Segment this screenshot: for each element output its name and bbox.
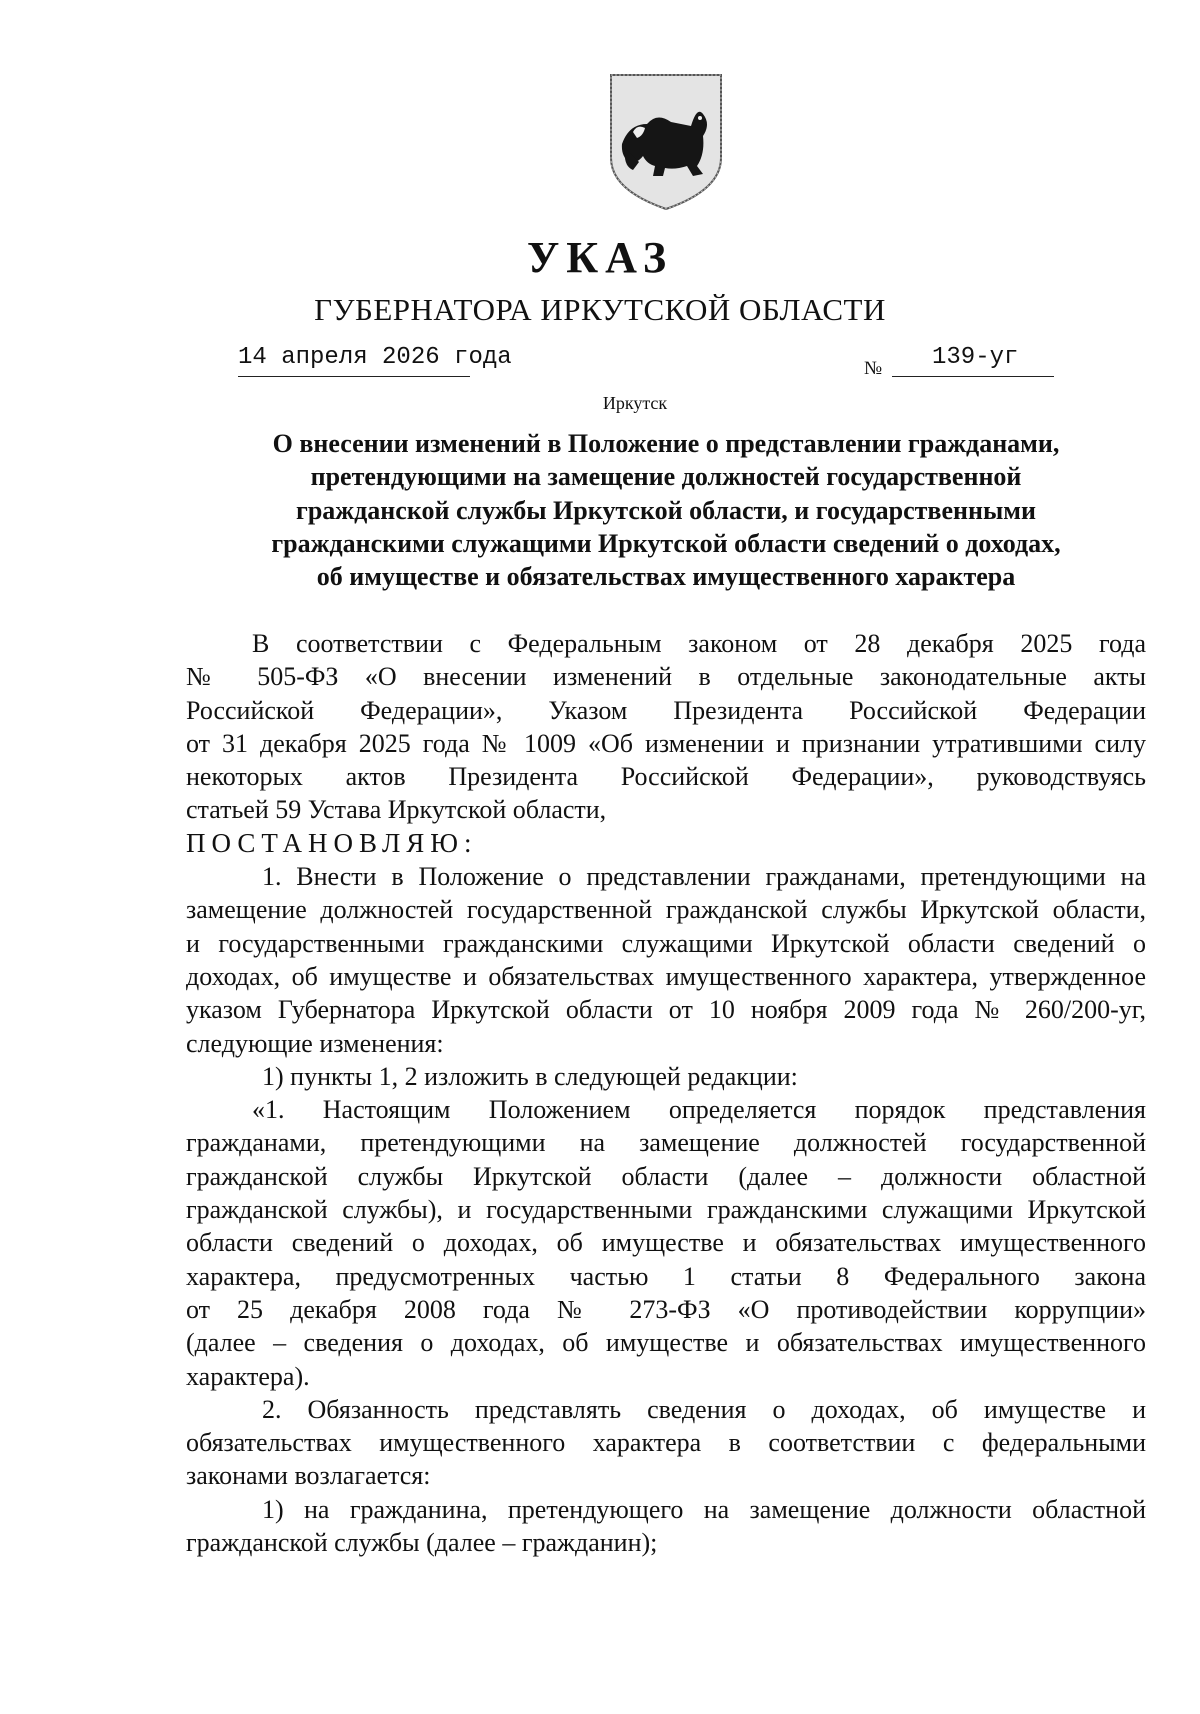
date-field (238, 344, 512, 377)
body-line: 1) на гражданина, претендующего на замещение должности областной (262, 1494, 1146, 1524)
decree-body (186, 627, 1146, 1559)
subject-line: претендующими на замещение должностей государственной (310, 462, 1022, 492)
subject-line: гражданскими служащими Иркутской области сведений о доходах, (271, 528, 1061, 558)
body-line: характера). (186, 1361, 310, 1391)
body-line: законами возлагается: (186, 1461, 431, 1491)
body-line: 1. Внести в Положение о представлении гражданами, претендующими на (262, 862, 1146, 892)
body-line: области сведений о доходах, об имуществе и обязательствах имущественного (186, 1228, 1146, 1258)
body-line: обязательствах имущественного характера в соответствии с федеральными (186, 1428, 1146, 1458)
ordain-heading: ПОСТАНОВЛЯЮ: (186, 827, 478, 858)
document-type: УКАЗ (526, 233, 674, 282)
decree-subject (186, 427, 1146, 593)
number-sign: № (864, 358, 883, 379)
body-line: 2. Обязанность представлять сведения о доходах, об имуществе и (262, 1394, 1146, 1424)
subject-line: об имуществе и обязательствах имущественного характера (316, 562, 1016, 592)
body-line: гражданской службы Иркутской области (далее – должности областной (186, 1161, 1146, 1191)
coat-of-arms-emblem (607, 72, 725, 212)
body-line: указом Губернатора Иркутской области от 10 ноября 2009 года № 260/200-уг, (186, 995, 1146, 1025)
body-line: В соответствии с Федеральным законом от 28 декабря 2025 года (252, 629, 1146, 658)
body-line: замещение должностей государственной гражданской службы Иркутской области, (186, 895, 1146, 925)
body-line: от 25 декабря 2008 года № 273-ФЗ «О противодействии коррупции» (186, 1294, 1146, 1324)
body-line: следующие изменения: (186, 1028, 444, 1058)
issuer: ГУБЕРНАТОРА ИРКУТСКОЙ ОБЛАСТИ (314, 292, 886, 327)
body-line: (далее – сведения о доходах, об имуществе и обязательствах имущественного (186, 1328, 1146, 1358)
body-line: некоторых актов Президента Российской Федерации», руководствуясь (186, 762, 1146, 792)
body-line: гражданской службы (далее – гражданин); (186, 1528, 658, 1558)
body-line: от 31 декабря 2025 года № 1009 «Об изменении и признании утратившими силу (186, 728, 1146, 758)
body-line: № 505-ФЗ «О внесении изменений в отдельные законодательные акты (186, 662, 1146, 692)
body-line: статьей 59 Устава Иркутской области, (186, 795, 607, 825)
body-line: гражданами, претендующими на замещение должностей государственной (186, 1128, 1146, 1158)
decree-date: 14 апреля 2026 года (238, 344, 512, 371)
body-line: Российской Федерации», Указом Президента Российской Федерации (186, 695, 1146, 725)
body-line: доходах, об имуществе и обязательствах имущественного характера, утвержденное (186, 961, 1146, 991)
subject-line: О внесении изменений в Положение о представлении гражданами, (272, 429, 1060, 458)
body-line: «1. Настоящим Положением определяется порядок представления (252, 1095, 1146, 1125)
body-line: и государственными гражданскими служащими Иркутской области сведений о (186, 928, 1146, 958)
babr-icon (607, 72, 725, 212)
body-line: 1) пункты 1, 2 изложить в следующей редакции: (262, 1061, 798, 1091)
subject-line: гражданской службы Иркутской области, и государственными (296, 495, 1036, 525)
body-line: гражданской службы), и государственными гражданскими служащими Иркутской (186, 1195, 1146, 1225)
number-field (892, 344, 1054, 377)
body-line: характера, предусмотренных частью 1 статьи 8 Федерального закона (186, 1261, 1146, 1291)
decree-number: 139-уг (932, 344, 1019, 371)
place-of-issue: Иркутск (602, 393, 668, 413)
